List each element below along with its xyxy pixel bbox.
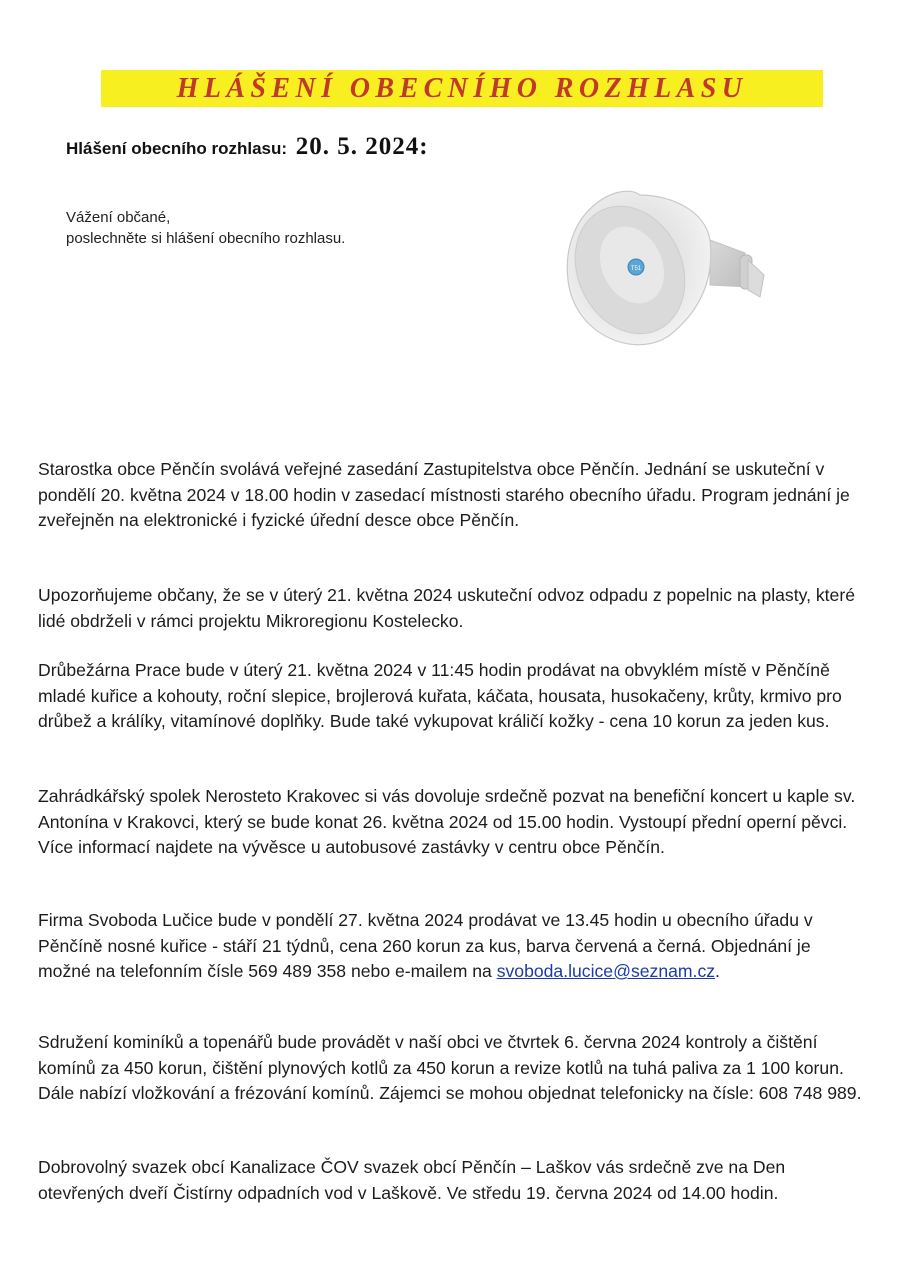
announcement-paragraph-2: Upozorňujeme občany, že se v úterý 21. května 2024 uskuteční odvoz odpadu z popelnic na plasty, které lidé obdrželi v rámci projektu Mikroregionu Kostelecko. [38,585,855,631]
announcement-paragraph-5 [38,908,868,985]
announcement-paragraph-1: Starostka obce Pěnčín svolává veřejné zasedání Zastupitelstva obce Pěnčín. Jednání se uskuteční v pondělí 20. května 2024 v 18.00 hodin v zasedací místnosti starého obecního úřadu. Program jednání je zveřejněn na elektronické i fyzické úřední desce obce Pěnčín. [38,459,850,530]
announcement-paragraph-7: Dobrovolný svazek obcí Kanalizace ČOV svazek obcí Pěnčín – Laškov vás srdečně zve na Den otevřených dveří Čistírny odpadních vod v Laškově. Ve středu 19. června 2024 od 14.00 hodin. [38,1157,786,1203]
announcement-paragraph-4: Zahrádkářský spolek Nerosteto Krakovec si vás dovoluje srdečně pozvat na benefiční koncert u kaple sv. Antonína v Krakovci, který se bude konat 26. května 2024 od 15.00 hodin. Vystoupí přední operní pěvci. Více informací najdete na vývěsce u autobusové zastávky v centru obce Pěnčín. [38,786,856,857]
announcement-paragraph-6: Sdružení kominíků a topenářů bude provádět v naší obci ve čtvrtek 6. června 2024 kontroly a čištění komínů za 450 korun, čištění plynových kotlů za 450 korun a revize kotlů na tuhá paliva za 1 100 korun. Dále nabízí vložkování a frézování komínů. Zájemci se mohou objednat telefonicky na čísle: 608 748 989. [38,1032,862,1103]
greeting-line-2: poslechněte si hlášení obecního rozhlasu. [66,230,346,247]
heading-label: Hlášení obecního rozhlasu: [66,139,288,158]
page-title: HLÁŠENÍ OBECNÍHO ROZHLASU [176,73,748,104]
megaphone-icon [560,185,775,355]
megaphone-badge: T51 [630,266,642,272]
announcement-heading [66,133,429,161]
paragraph-5-end: . [715,961,720,981]
greeting [66,207,345,249]
announcement-paragraph-3: Drůbežárna Prace bude v úterý 21. května 2024 v 11:45 hodin prodávat na obvyklém místě v Pěnčíně mladé kuřice a kohouty, roční slepice, brojlerová kuřata, káčata, housata, husokačeny, krůty, krmivo pro drůbež a králíky, vitamínové doplňky. Bude také vykupovat králičí kožky - cena 10 korun za jeden kus. [38,660,842,731]
paragraph-5-text: Firma Svoboda Lučice bude v pondělí 27. května 2024 prodávat ve 13.45 hodin u obecního úřadu v Pěnčíně nosné kuřice - stáří 21 týdnů, cena 260 korun za kus, barva červená a černá. Objednání je možné na telefonním čísle 569 489 358 nebo e-mailem na [38,910,813,981]
greeting-line-1: Vážení občané, [66,209,171,226]
email-link[interactable]: svoboda.lucice@seznam.cz [496,961,716,981]
announcement-date: 20. 5. 2024: [295,133,429,160]
